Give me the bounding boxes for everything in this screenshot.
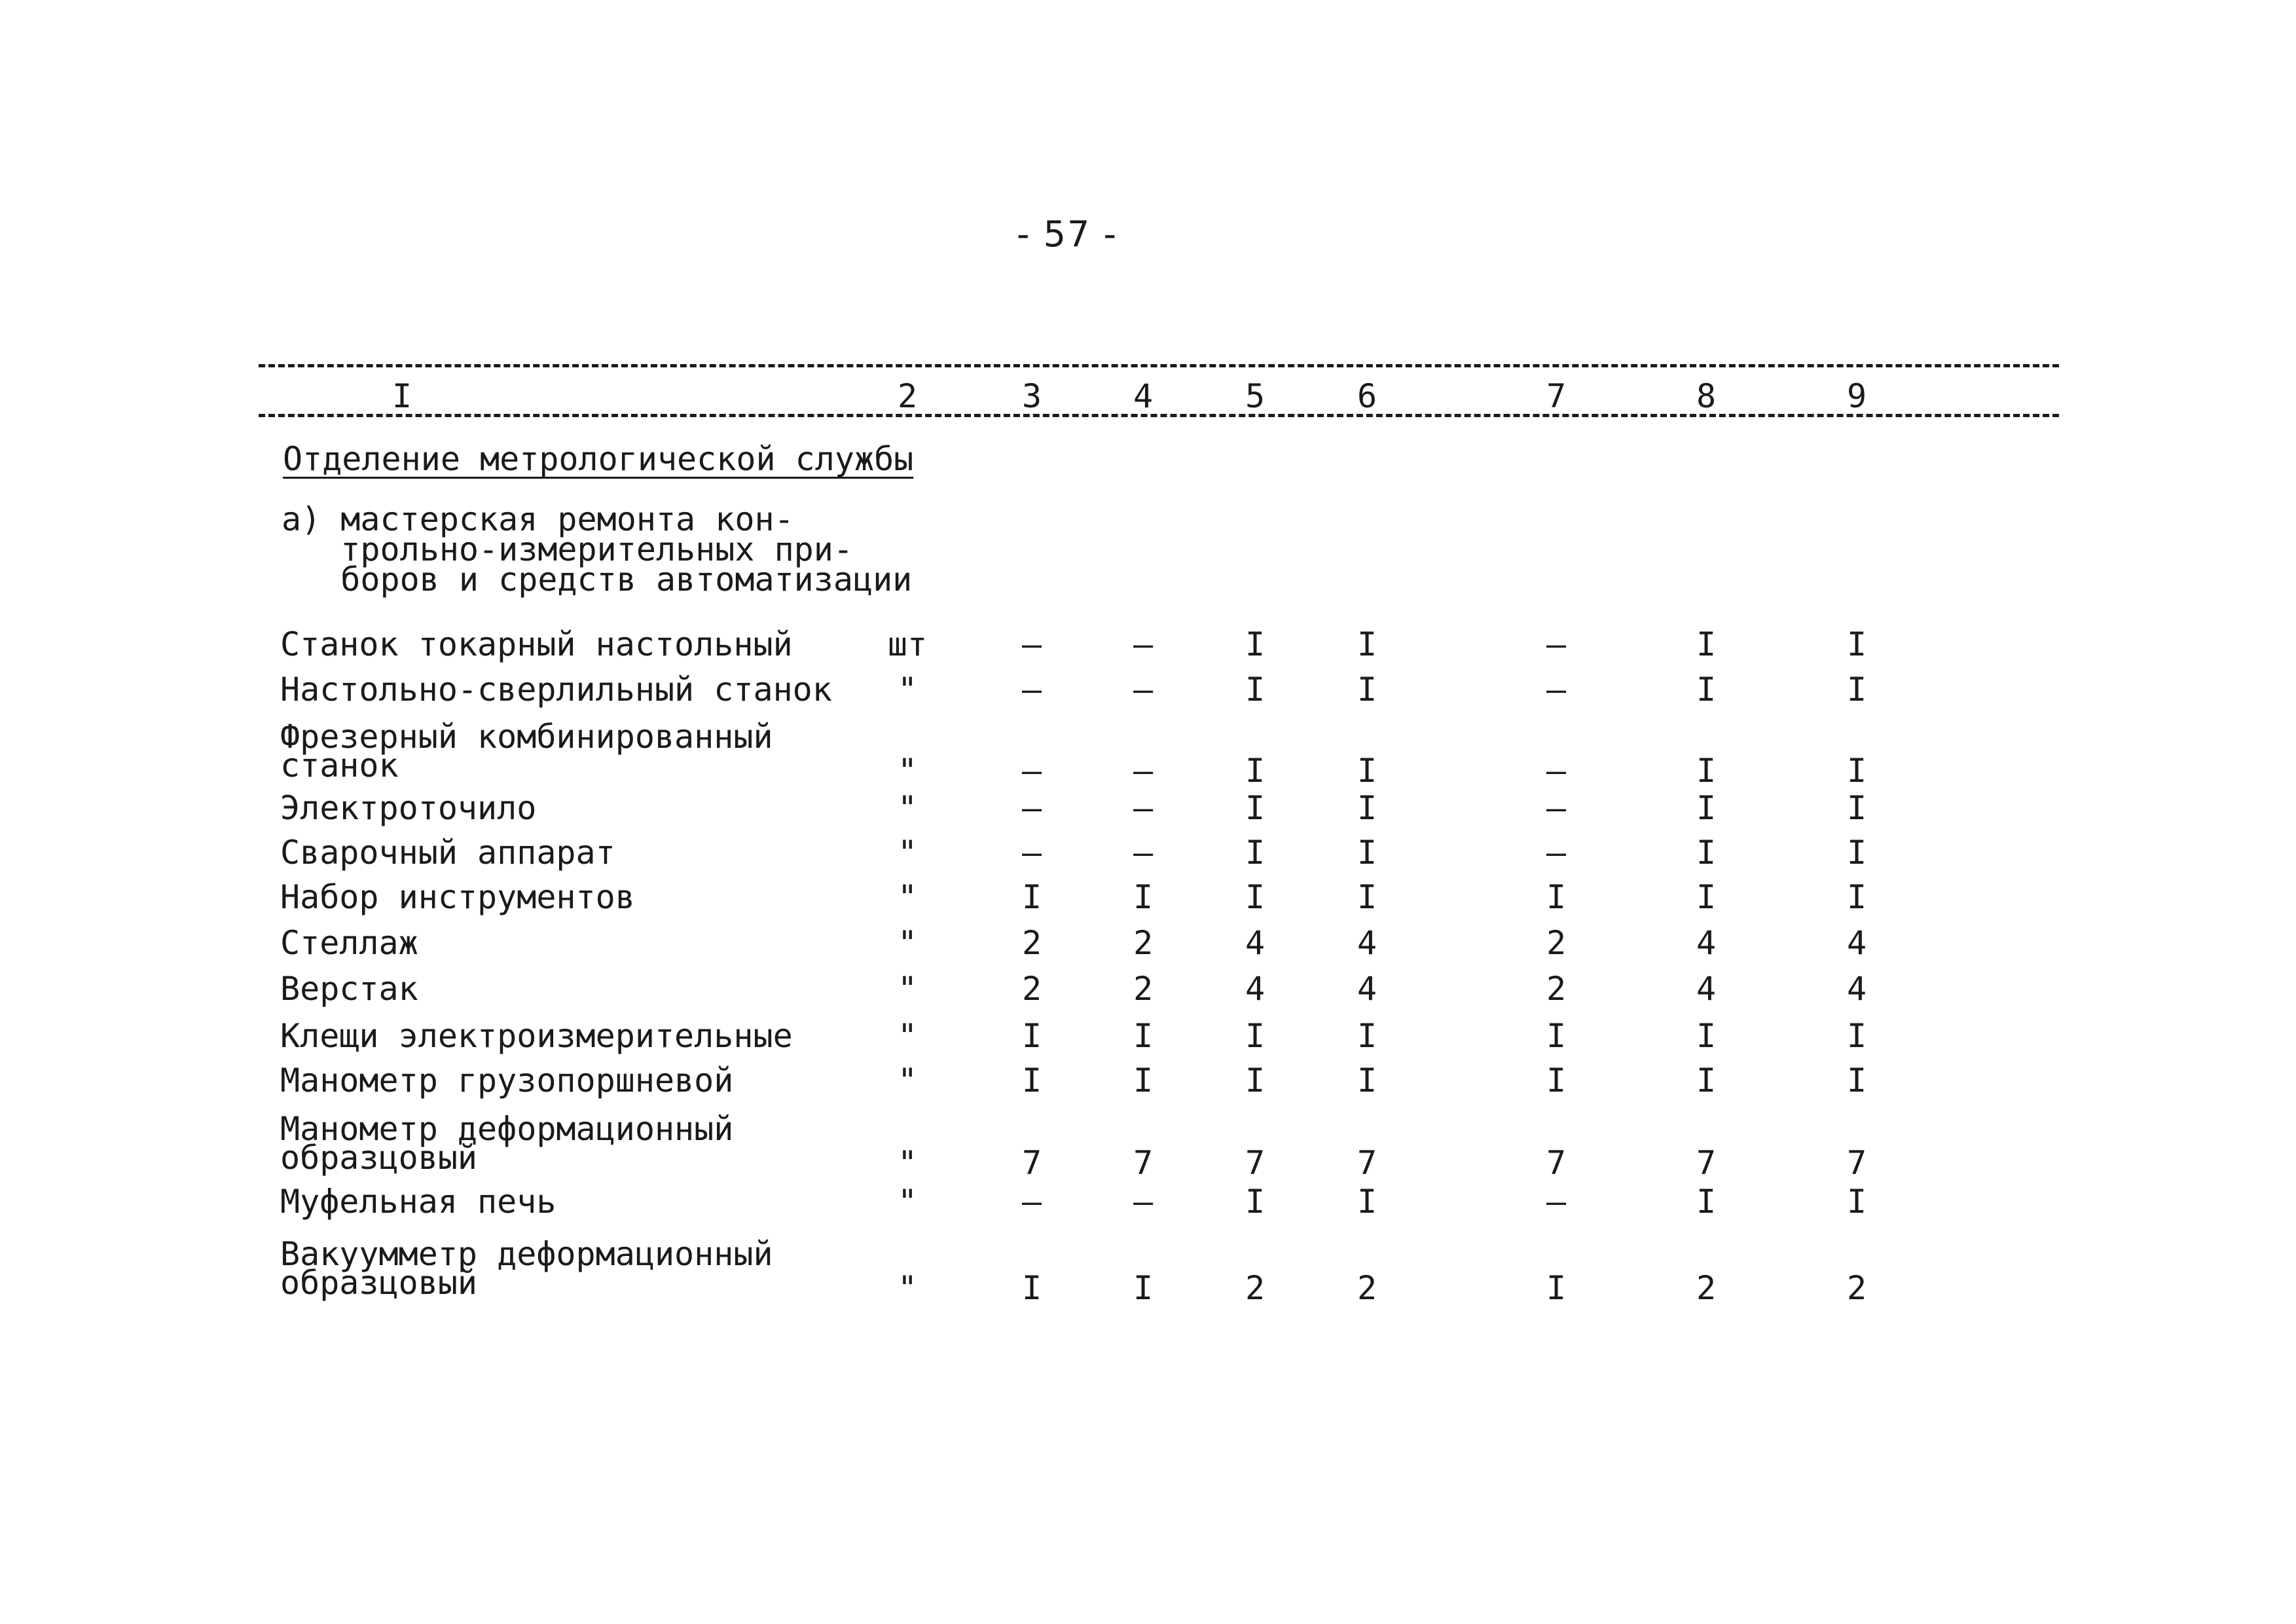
quantity-cell: 7 xyxy=(1696,1144,1717,1182)
column-number: 3 xyxy=(1021,377,1042,415)
quantity-cell: 4 xyxy=(1846,924,1867,962)
quantity-cell: – xyxy=(1021,625,1042,663)
quantity-cell: – xyxy=(1133,671,1154,709)
subsection-line: а) мастерская ремонта кон- xyxy=(282,500,794,538)
equipment-name xyxy=(280,1183,556,1221)
quantity-cell: 4 xyxy=(1245,970,1266,1008)
equipment-name xyxy=(280,1110,734,1177)
quantity-cell: I xyxy=(1133,878,1154,916)
equipment-name-line: Электроточило xyxy=(280,789,537,827)
quantity-cell: 7 xyxy=(1357,1144,1377,1182)
quantity-cell: – xyxy=(1546,752,1567,790)
quantity-cell: I xyxy=(1245,834,1266,872)
page-number: - 57 - xyxy=(1016,213,1118,255)
quantity-cell: I xyxy=(1846,1061,1867,1099)
equipment-name xyxy=(280,924,418,962)
equipment-name-line: Фрезерный комбинированный xyxy=(280,718,773,756)
unit-cell: " xyxy=(897,1269,918,1307)
quantity-cell: – xyxy=(1546,1183,1567,1221)
quantity-cell: 2 xyxy=(1846,1269,1867,1307)
quantity-cell: I xyxy=(1846,671,1867,709)
equipment-name xyxy=(280,834,615,872)
column-number: 9 xyxy=(1846,377,1867,415)
quantity-cell: I xyxy=(1546,1017,1567,1055)
quantity-cell: I xyxy=(1696,789,1717,827)
quantity-cell: – xyxy=(1021,789,1042,827)
quantity-cell: I xyxy=(1133,1017,1154,1055)
unit-cell: " xyxy=(897,878,918,916)
unit-cell: " xyxy=(897,671,918,709)
subsection-heading xyxy=(282,500,913,599)
quantity-cell: I xyxy=(1846,752,1867,790)
column-number: 6 xyxy=(1357,377,1377,415)
quantity-cell: 4 xyxy=(1357,924,1377,962)
subsection-line: трольно-измерительных при- xyxy=(282,530,853,568)
equipment-name xyxy=(280,625,793,663)
quantity-cell: I xyxy=(1357,1017,1377,1055)
quantity-cell: I xyxy=(1133,1061,1154,1099)
quantity-cell: I xyxy=(1696,878,1717,916)
unit-cell: " xyxy=(897,924,918,962)
equipment-name xyxy=(280,1017,793,1055)
quantity-cell: I xyxy=(1696,1017,1717,1055)
equipment-name xyxy=(280,671,832,709)
quantity-cell: I xyxy=(1245,1183,1266,1221)
unit-cell: шт xyxy=(887,625,928,663)
quantity-cell: I xyxy=(1696,625,1717,663)
quantity-cell: I xyxy=(1546,1269,1567,1307)
quantity-cell: I xyxy=(1021,1061,1042,1099)
quantity-cell: I xyxy=(1696,1183,1717,1221)
quantity-cell: I xyxy=(1846,1183,1867,1221)
quantity-cell: 7 xyxy=(1245,1144,1266,1182)
quantity-cell: – xyxy=(1021,1183,1042,1221)
equipment-name-line: Манометр деформационный xyxy=(280,1110,734,1148)
quantity-cell: 7 xyxy=(1546,1144,1567,1182)
unit-cell: " xyxy=(897,970,918,1008)
equipment-name-line: Верстак xyxy=(280,970,418,1008)
quantity-cell: 7 xyxy=(1021,1144,1042,1182)
quantity-cell: – xyxy=(1546,671,1567,709)
quantity-cell: 4 xyxy=(1357,970,1377,1008)
quantity-cell: I xyxy=(1245,671,1266,709)
equipment-name xyxy=(280,1061,734,1099)
unit-cell: " xyxy=(897,752,918,790)
column-number: 8 xyxy=(1696,377,1717,415)
quantity-cell: I xyxy=(1021,878,1042,916)
equipment-name-line: образцовый xyxy=(280,1139,478,1177)
quantity-cell: – xyxy=(1021,752,1042,790)
quantity-cell: I xyxy=(1357,1061,1377,1099)
quantity-cell: I xyxy=(1546,1061,1567,1099)
equipment-name xyxy=(280,1235,773,1302)
quantity-cell: I xyxy=(1357,834,1377,872)
unit-cell: " xyxy=(897,789,918,827)
quantity-cell: I xyxy=(1245,789,1266,827)
quantity-cell: 2 xyxy=(1133,924,1154,962)
quantity-cell: I xyxy=(1245,625,1266,663)
quantity-cell: 2 xyxy=(1245,1269,1266,1307)
quantity-cell: I xyxy=(1357,1183,1377,1221)
column-number: 5 xyxy=(1245,377,1266,415)
quantity-cell: 2 xyxy=(1546,924,1567,962)
quantity-cell: I xyxy=(1133,1269,1154,1307)
quantity-cell: I xyxy=(1021,1269,1042,1307)
quantity-cell: 2 xyxy=(1021,970,1042,1008)
quantity-cell: I xyxy=(1846,1017,1867,1055)
equipment-name xyxy=(280,878,635,916)
quantity-cell: I xyxy=(1846,625,1867,663)
section-title: Отделение метрологической службы xyxy=(283,440,914,478)
subsection-line: боров и средств автоматизации xyxy=(282,561,913,599)
column-number: 4 xyxy=(1133,377,1154,415)
quantity-cell: 4 xyxy=(1696,924,1717,962)
quantity-cell: – xyxy=(1133,789,1154,827)
equipment-name-line: Набор инструментов xyxy=(280,878,635,916)
quantity-cell: 7 xyxy=(1133,1144,1154,1182)
quantity-cell: I xyxy=(1846,878,1867,916)
equipment-name xyxy=(280,718,773,784)
quantity-cell: I xyxy=(1245,878,1266,916)
quantity-cell: – xyxy=(1133,625,1154,663)
quantity-cell: – xyxy=(1546,834,1567,872)
equipment-name-line: образцовый xyxy=(280,1264,478,1302)
quantity-cell: 2 xyxy=(1133,970,1154,1008)
quantity-cell: 4 xyxy=(1696,970,1717,1008)
quantity-cell: 4 xyxy=(1245,924,1266,962)
quantity-cell: I xyxy=(1696,1061,1717,1099)
quantity-cell: I xyxy=(1696,671,1717,709)
quantity-cell: – xyxy=(1021,834,1042,872)
quantity-cell: – xyxy=(1133,1183,1154,1221)
unit-cell: " xyxy=(897,1183,918,1221)
quantity-cell: – xyxy=(1021,671,1042,709)
quantity-cell: I xyxy=(1245,752,1266,790)
unit-cell: " xyxy=(897,1144,918,1182)
quantity-cell: I xyxy=(1696,834,1717,872)
equipment-name-line: Клещи электроизмерительные xyxy=(280,1017,793,1055)
column-number: 7 xyxy=(1546,377,1567,415)
quantity-cell: I xyxy=(1357,671,1377,709)
quantity-cell: 2 xyxy=(1696,1269,1717,1307)
equipment-name-line: Сварочный аппарат xyxy=(280,834,615,872)
column-number: 2 xyxy=(897,377,918,415)
unit-cell: " xyxy=(897,1017,918,1055)
quantity-cell: 7 xyxy=(1846,1144,1867,1182)
quantity-cell: I xyxy=(1357,878,1377,916)
equipment-name-line: Вакуумметр деформационный xyxy=(280,1235,773,1273)
table-top-rule xyxy=(259,364,2059,367)
quantity-cell: I xyxy=(1357,789,1377,827)
quantity-cell: – xyxy=(1133,752,1154,790)
quantity-cell: – xyxy=(1546,789,1567,827)
equipment-name-line: Манометр грузопоршневой xyxy=(280,1061,734,1099)
quantity-cell: I xyxy=(1846,789,1867,827)
quantity-cell: 2 xyxy=(1546,970,1567,1008)
quantity-cell: I xyxy=(1021,1017,1042,1055)
equipment-name xyxy=(280,970,418,1008)
column-number: I xyxy=(392,377,412,415)
equipment-name-line: Станок токарный настольный xyxy=(280,625,793,663)
unit-cell: " xyxy=(897,834,918,872)
equipment-name-line: Стеллаж xyxy=(280,924,418,962)
quantity-cell: I xyxy=(1357,625,1377,663)
quantity-cell: 2 xyxy=(1357,1269,1377,1307)
unit-cell: " xyxy=(897,1061,918,1099)
quantity-cell: I xyxy=(1245,1017,1266,1055)
quantity-cell: I xyxy=(1245,1061,1266,1099)
equipment-name xyxy=(280,789,537,827)
quantity-cell: 4 xyxy=(1846,970,1867,1008)
quantity-cell: 2 xyxy=(1021,924,1042,962)
quantity-cell: – xyxy=(1546,625,1567,663)
quantity-cell: I xyxy=(1546,878,1567,916)
equipment-name-line: Муфельная печь xyxy=(280,1183,556,1221)
quantity-cell: I xyxy=(1696,752,1717,790)
equipment-name-line: Настольно-сверлильный станок xyxy=(280,671,832,709)
quantity-cell: I xyxy=(1357,752,1377,790)
table-header-rule xyxy=(259,414,2059,417)
equipment-name-line: станок xyxy=(280,747,399,784)
quantity-cell: – xyxy=(1133,834,1154,872)
quantity-cell: I xyxy=(1846,834,1867,872)
